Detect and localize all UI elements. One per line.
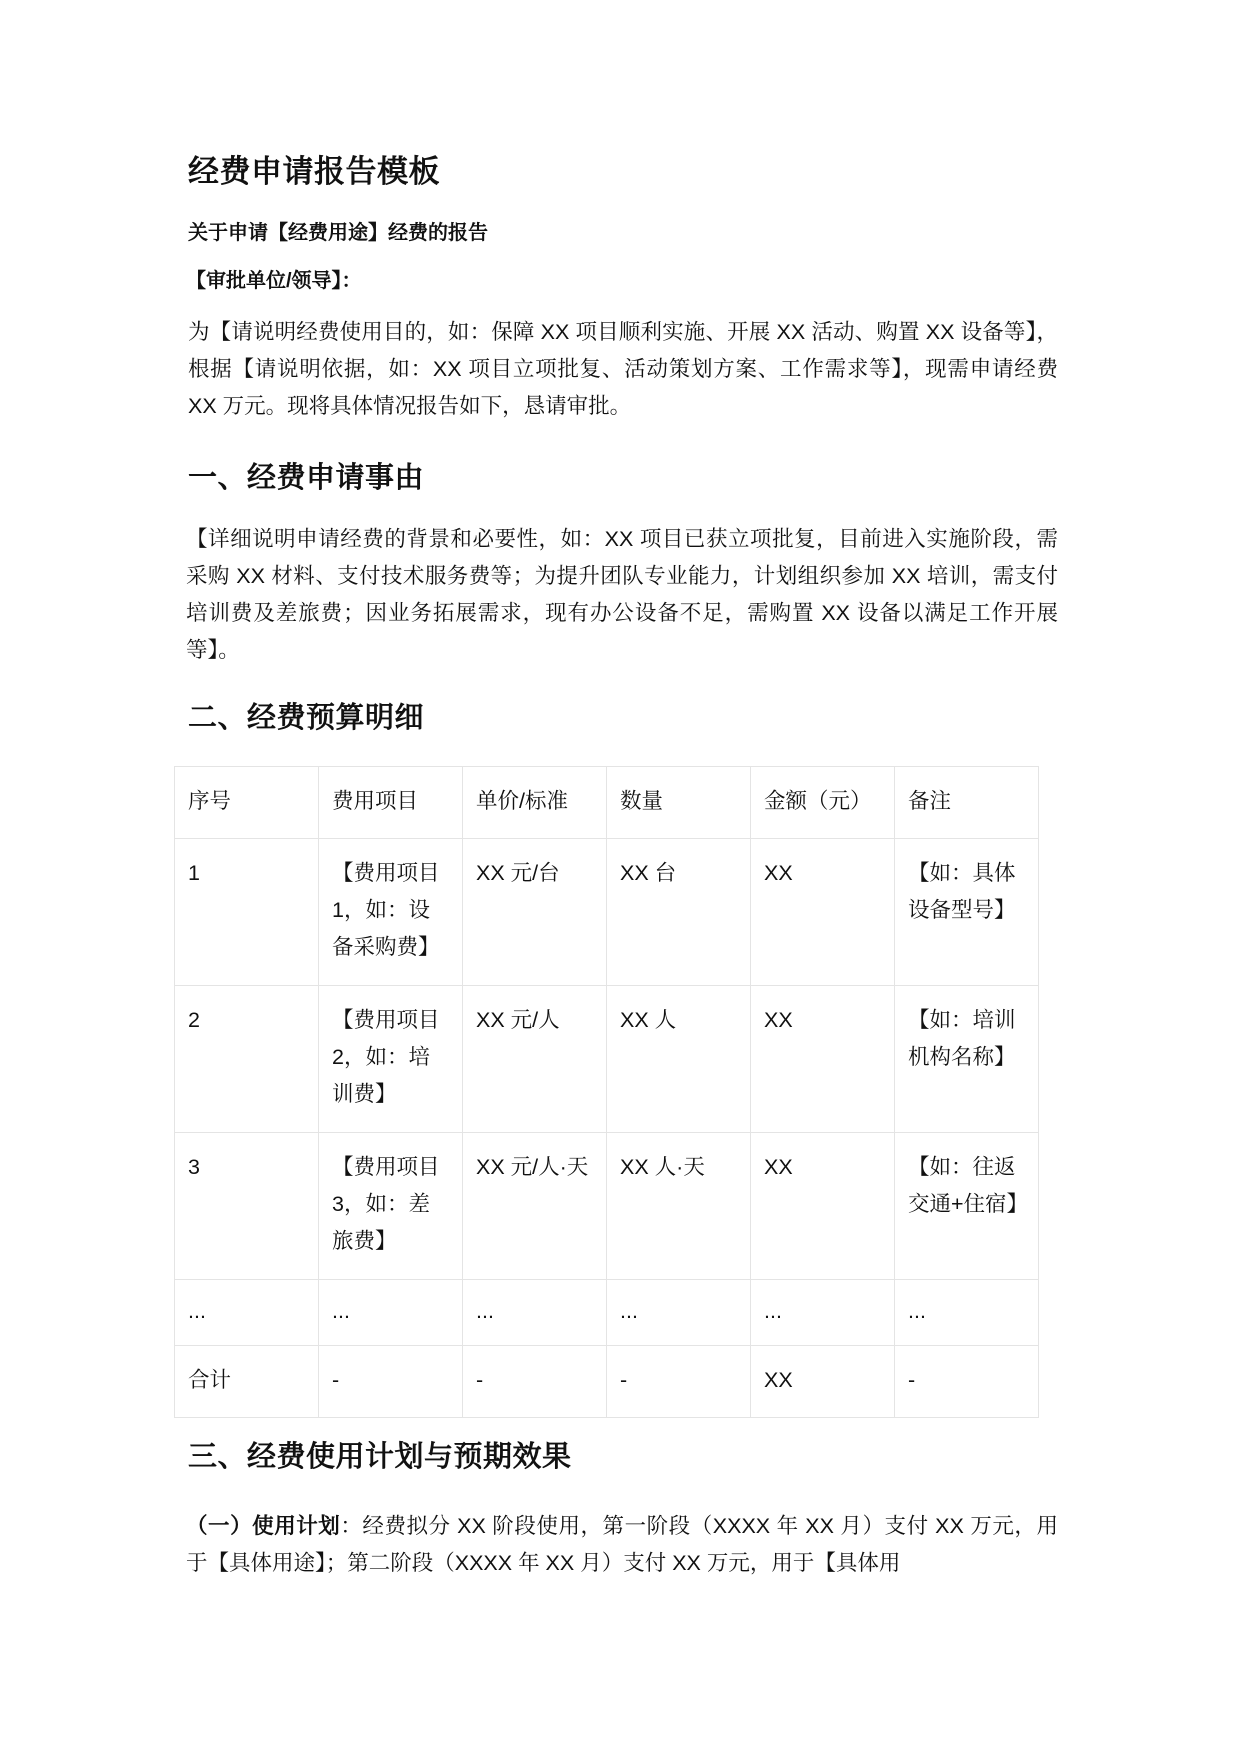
reason-paragraph: 【详细说明申请经费的背景和必要性，如：XX 项目已获立项批复，目前进入实施阶段，需采购 XX 材料、支付技术服务费等；为提升团队专业能力，计划组织参加 XX 培训，需支付培训费及差旅费；因业务拓展需求，现有办公设备不足，需购置 XX 设备以满足工作开展等】。	[186, 527, 1058, 662]
table-cell: XX 元/人	[463, 986, 607, 1133]
table-row-total	[175, 1346, 1039, 1418]
table-cell: 【如：具体设备型号】	[895, 839, 1039, 986]
budget-table	[174, 766, 1039, 1418]
column-header: 单价/标准	[463, 767, 607, 839]
table-cell: XX 人	[607, 986, 751, 1133]
section-heading-budget: 二、经费预算明细	[188, 702, 425, 734]
table-cell: 【如：往返交通+住宿】	[895, 1133, 1039, 1280]
table-cell: 【费用项目 2，如：培训费】	[319, 986, 463, 1133]
table-cell: XX	[751, 1346, 895, 1418]
table-cell: XX	[751, 1133, 895, 1280]
table-row	[175, 986, 1039, 1133]
addressee: 【审批单位/领导】：	[186, 270, 362, 292]
table-row-ellipsis	[175, 1280, 1039, 1346]
table-header-row	[175, 767, 1039, 839]
table-cell: ...	[895, 1280, 1039, 1346]
table-cell: -	[607, 1346, 751, 1418]
table-cell: ...	[751, 1280, 895, 1346]
table-cell: 2	[175, 986, 319, 1133]
table-cell: XX 台	[607, 839, 751, 986]
table-cell: -	[895, 1346, 1039, 1418]
table-row	[175, 1133, 1039, 1280]
table-row	[175, 839, 1039, 986]
table-cell: -	[463, 1346, 607, 1418]
table-cell: XX	[751, 839, 895, 986]
table-cell: -	[319, 1346, 463, 1418]
column-header: 金额（元）	[751, 767, 895, 839]
table-cell: ...	[463, 1280, 607, 1346]
report-subtitle: 关于申请【经费用途】经费的报告	[188, 222, 488, 244]
plan-body: ：经费拟分 XX 阶段使用，第一阶段（XXXX 年 XX 月）支付 XX 万元，用于【具体用途】；第二阶段（XXXX 年 XX 月）支付 XX 万元，用于【具体用	[186, 1514, 1058, 1575]
table-cell: 【费用项目 3，如：差旅费】	[319, 1133, 463, 1280]
document-title: 经费申请报告模板	[188, 154, 440, 189]
column-header: 备注	[895, 767, 1039, 839]
table-cell: 【费用项目 1，如：设备采购费】	[319, 839, 463, 986]
intro-paragraph: 为【请说明经费使用目的，如：保障 XX 项目顺利实施、开展 XX 活动、购置 XX 设备等】，根据【请说明依据，如：XX 项目立项批复、活动策划方案、工作需求等】，现需申请经费 XX 万元。现将具体情况报告如下，恳请审批。	[188, 320, 1058, 418]
table-cell: ...	[607, 1280, 751, 1346]
column-header: 数量	[607, 767, 751, 839]
table-cell: 【如：培训机构名称】	[895, 986, 1039, 1133]
table-cell: 3	[175, 1133, 319, 1280]
plan-label: （一）使用计划	[186, 1514, 341, 1538]
table-cell: 1	[175, 839, 319, 986]
column-header: 费用项目	[319, 767, 463, 839]
table-cell: 合计	[175, 1346, 319, 1418]
section-heading-plan: 三、经费使用计划与预期效果	[188, 1441, 572, 1473]
table-cell: XX 元/人·天	[463, 1133, 607, 1280]
table-cell: XX	[751, 986, 895, 1133]
table-cell: ...	[175, 1280, 319, 1346]
table-cell: XX 元/台	[463, 839, 607, 986]
table-cell: ...	[319, 1280, 463, 1346]
table-cell: XX 人·天	[607, 1133, 751, 1280]
section-heading-reason: 一、经费申请事由	[188, 462, 425, 494]
plan-paragraph	[186, 1508, 1058, 1582]
column-header: 序号	[175, 767, 319, 839]
